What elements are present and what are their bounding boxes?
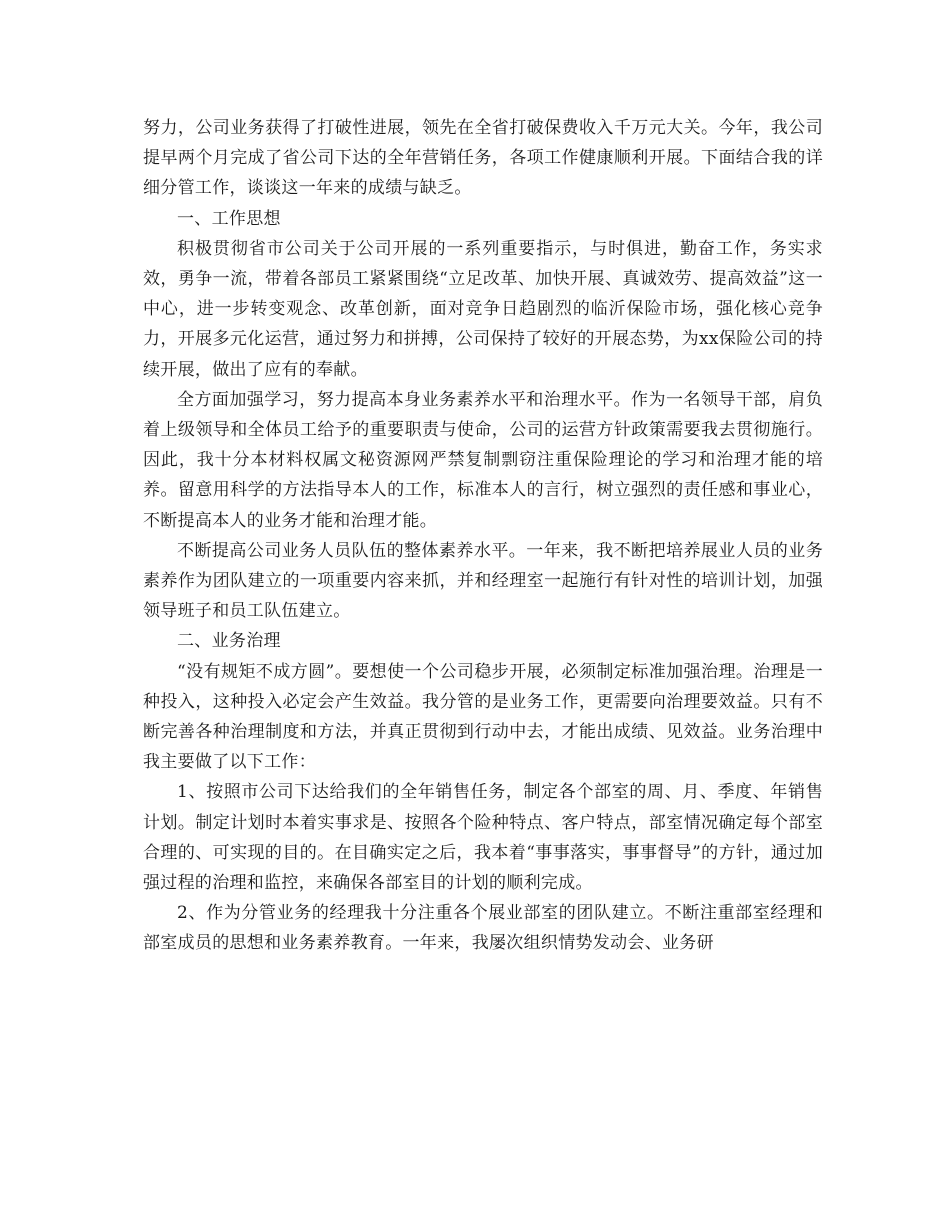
section-heading-business-management: 二、业务治理 [177, 631, 281, 652]
paragraph-item-1: 1、按照市公司下达给我们的全年销售任务，制定各个部室的周、月、季度、年销售计划。制定计划时本着实事求是、按照各个险种特点、客户特点，部室情况确定每个部室合理的、可实现的目的。在目确实定之后，我本着“事事落实，事事督导”的方针，通过加强过程的治理和监控，来确保各部室目的计划的顺利完成。 [143, 782, 823, 894]
paragraph-item-2: 2、作为分管业务的经理我十分注重各个展业部室的团队建立。不断注重部室经理和部室成员的思想和业务素养教育。一年来，我屡次组织情势发动会、业务研 [143, 903, 823, 954]
paragraph-study: 全方面加强学习，努力提高本身业务素养水平和治理水平。作为一名领导干部，肩负着上级领导和全体员工给予的重要职责与使命，公司的运营方针政策需要我去贯彻施行。因此，我十分本材料权属文秘资源网严禁复制剽窃注重保险理论的学习和治理才能的培养。留意用科学的方法指导本人的工作，标准本人的言行，树立强烈的责任感和事业心，不断提高本人的业务才能和治理才能。 [143, 389, 823, 531]
paragraph-intro: 努力，公司业务获得了打破性进展，领先在全省打破保费收入千万元大关。今年，我公司提早两个月完成了省公司下达的全年营销任务，各项工作健康顺利开展。下面结合我的详细分管工作，谈谈这一年来的成绩与缺乏。 [143, 118, 823, 199]
paragraph-team-quality: 不断提高公司业务人员队伍的整体素养水平。一年来，我不断把培养展业人员的业务素养作为团队建立的一项重要内容来抓，并和经理室一起施行有针对性的培训计划，加强领导班子和员工队伍建立。 [143, 540, 823, 622]
paragraph-policy: 积极贯彻省市公司关于公司开展的一系列重要指示，与时俱进，勤奋工作，务实求效，勇争一流，带着各部员工紧紧围绕“立足改革、加快开展、真诚效劳、提高效益”这一中心，进一步转变观念、改革创新，面对竞争日趋剧烈的临沂保险市场，强化核心竞争力，开展多元化运营，通过努力和拼搏，公司保持了较好的开展态势，为xx保险公司的持续开展，做出了应有的奉献。 [143, 238, 823, 380]
paragraph-rules: “没有规矩不成方圆”。要想使一个公司稳步开展，必须制定标准加强治理。治理是一种投入，这种投入必定会产生效益。我分管的是业务工作，更需要向治理要效益。只有不断完善各种治理制度和方法，并真正贯彻到行动中去，才能出成绩、见效益。业务治理中我主要做了以下工作： [143, 661, 823, 773]
section-heading-work-thinking: 一、工作思想 [177, 208, 281, 229]
document-body [143, 113, 823, 959]
